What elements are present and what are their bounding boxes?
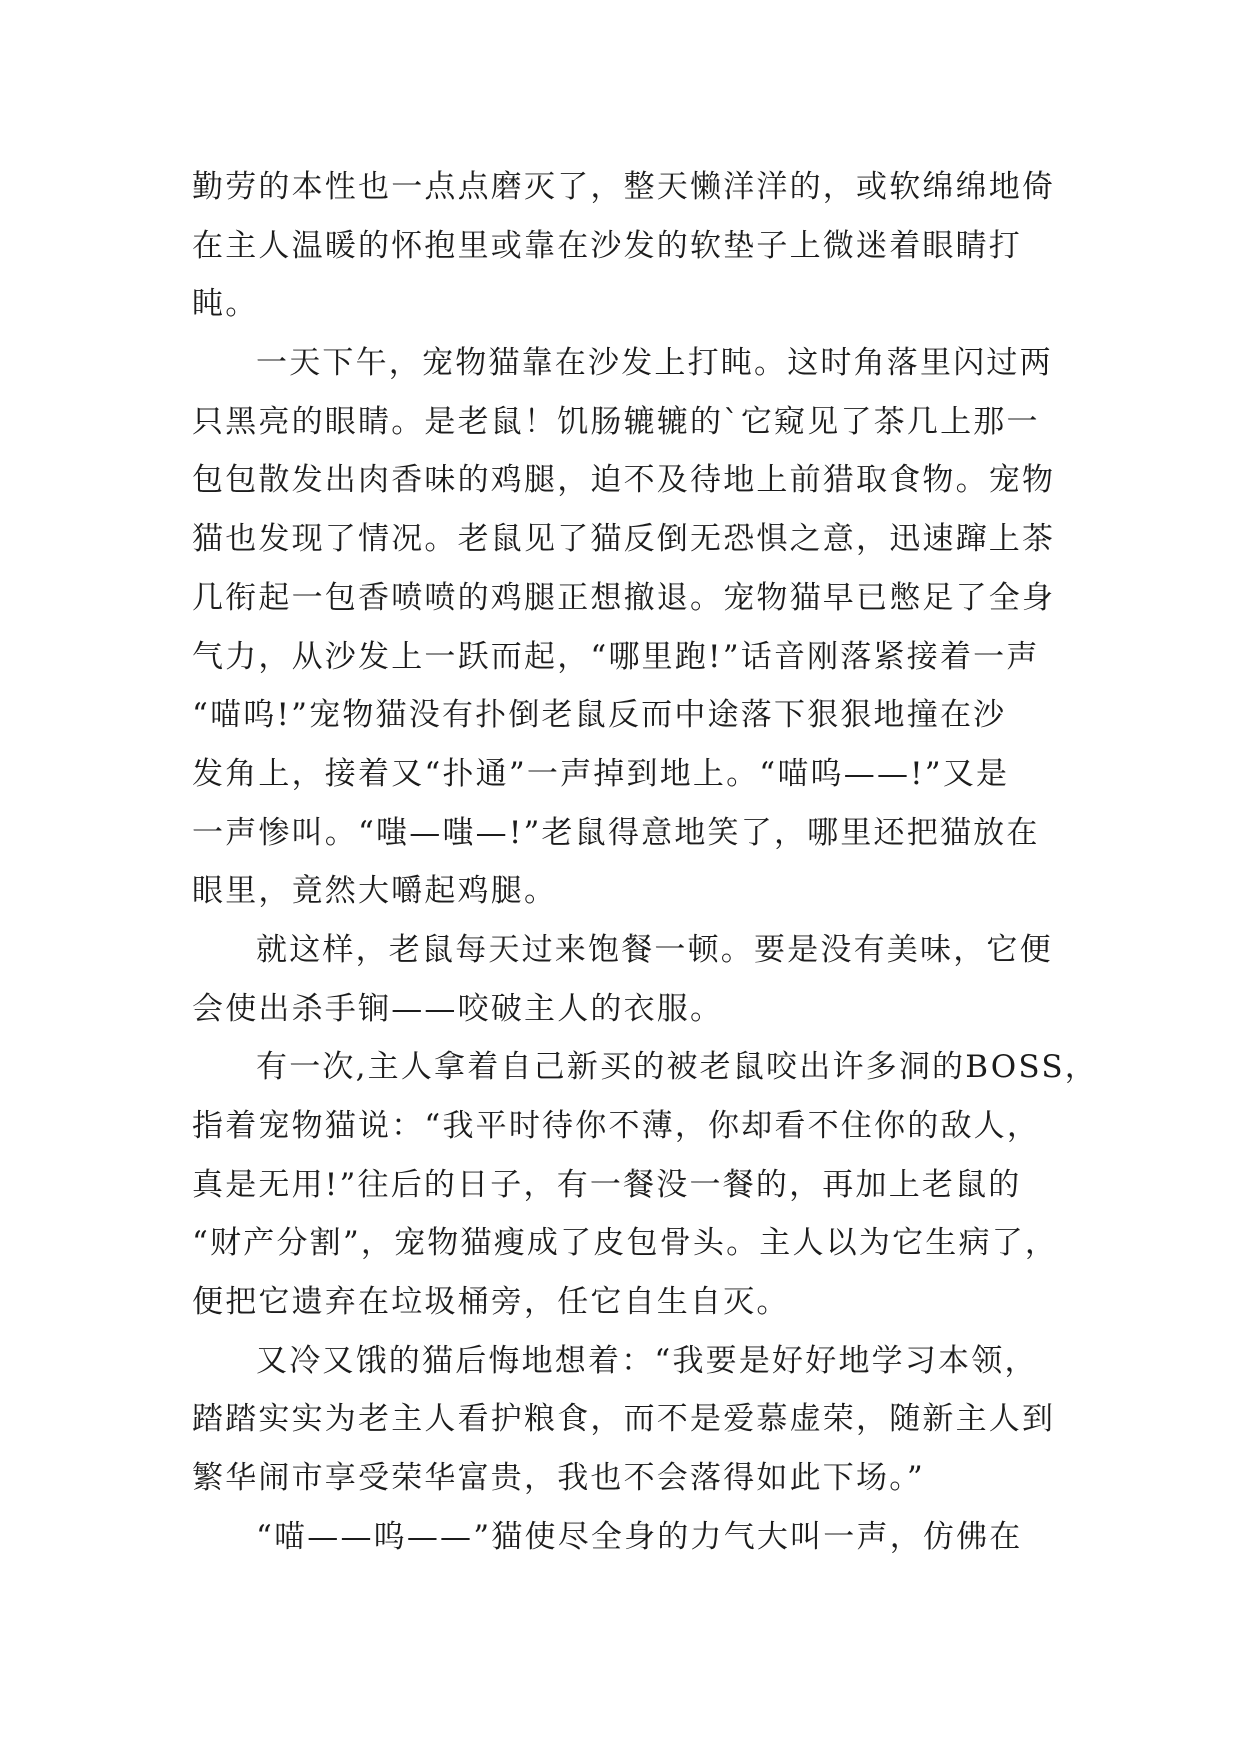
text-line: 有一次,主人拿着自己新买的被老鼠咬出许多洞的BOSS， [256, 1049, 1098, 1086]
text-line: “喵——呜——”猫使尽全身的力气大叫一声，仿佛在 [256, 1518, 1023, 1555]
text-line: 就这样，老鼠每天过来饱餐一顿。要是没有美味，它便 [256, 931, 1053, 968]
text-line: 便把它遗弃在垃圾桶旁，任它自生自灭。 [192, 1284, 790, 1321]
text-line: 包包散发出肉香味的鸡腿，迫不及待地上前猎取食物。宠物 [192, 462, 1056, 499]
text-line: 眼里，竟然大嚼起鸡腿。 [192, 873, 558, 910]
text-line: 盹。 [192, 286, 259, 323]
text-line: 一声惨叫。“嗤—嗤—!”老鼠得意地笑了，哪里还把猫放在 [192, 814, 1040, 851]
text-line: 踏踏实实为老主人看护粮食，而不是爱慕虚荣，随新主人到 [192, 1401, 1056, 1438]
text-line: 繁华闹市享受荣华富贵，我也不会落得如此下场。” [192, 1460, 925, 1497]
text-line: “喵呜!”宠物猫没有扑倒老鼠反而中途落下狠狠地撞在沙 [192, 697, 1007, 734]
text-line: “财产分割”，宠物猫瘦成了皮包骨头。主人以为它生病了， [192, 1225, 1059, 1262]
text-line: 勤劳的本性也一点点磨灭了，整天懒洋洋的，或软绵绵地倚 [192, 169, 1056, 205]
text-line: 指着宠物猫说：“我平时待你不薄，你却看不住你的敌人， [192, 1108, 1041, 1144]
text-line: 真是无用!”往后的日子，有一餐没一餐的，再加上老鼠的 [192, 1166, 1022, 1203]
text-line: 一天下午，宠物猫靠在沙发上打盹。这时角落里闪过两 [256, 345, 1053, 382]
text-line: 发角上，接着又“扑通”一声掉到地上。“喵呜——!”又是 [192, 755, 1010, 792]
text-line: 又冷又饿的猫后悔地想着：“我要是好好地学习本领， [256, 1342, 1038, 1379]
text-line: 猫也发现了情况。老鼠见了猫反倒无恐惧之意，迅速蹿上茶 [192, 521, 1056, 558]
text-line: 会使出杀手锏——咬破主人的衣服。 [192, 990, 724, 1027]
text-line: 几衔起一包香喷喷的鸡腿正想撤退。宠物猫早已憋足了全身 [192, 579, 1056, 616]
body-text [192, 158, 1098, 1567]
text-line: 气力，从沙发上一跃而起，“哪里跑!”话音刚落紧接着一声 [192, 638, 1040, 675]
text-line: 在主人温暖的怀抱里或靠在沙发的软垫子上微迷着眼睛打 [192, 227, 1022, 264]
text-line: 只黑亮的眼睛。是老鼠！饥肠辘辘的`它窥见了茶几上那一 [192, 403, 1040, 440]
